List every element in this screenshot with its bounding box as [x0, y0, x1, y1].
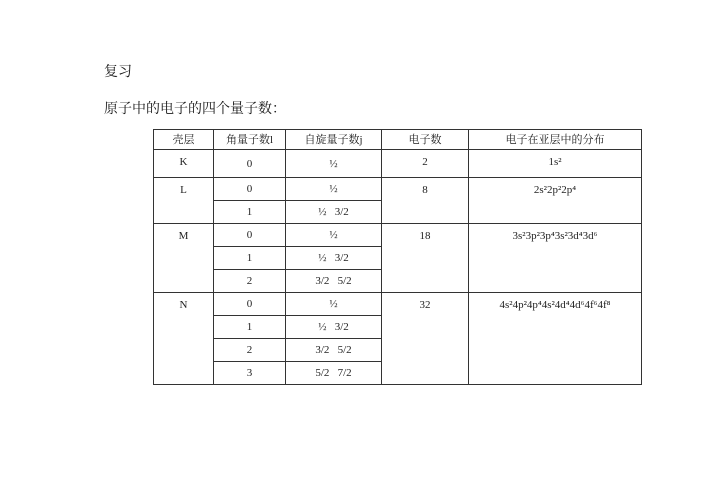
- quantum-number-table: [153, 129, 642, 385]
- j-cell: ½: [286, 224, 382, 247]
- header-spin-quantum-number: 自旋量子数j: [286, 130, 382, 150]
- j-cell: 5/2 7/2: [286, 362, 382, 385]
- l-cell: 2: [214, 270, 286, 293]
- l-cell: 0: [214, 224, 286, 247]
- j-cell: ½ 3/2: [286, 201, 382, 224]
- electron-count-cell: 8: [382, 178, 469, 224]
- l-cell: 3: [214, 362, 286, 385]
- j-cell: ½ 3/2: [286, 247, 382, 270]
- table-row: [154, 224, 642, 247]
- l-cell: 2: [214, 339, 286, 362]
- distribution-cell: 3s²3p²3p⁴3s²3d⁴3d⁶: [469, 224, 642, 293]
- shell-cell: M: [154, 224, 214, 293]
- j-cell: 3/2 5/2: [286, 339, 382, 362]
- table-row: [154, 178, 642, 201]
- j-cell: ½: [286, 150, 382, 178]
- shell-cell: N: [154, 293, 214, 385]
- j-cell: ½: [286, 178, 382, 201]
- section-heading: 复习: [104, 64, 132, 80]
- l-cell: 1: [214, 247, 286, 270]
- l-cell: 0: [214, 178, 286, 201]
- shell-cell: L: [154, 178, 214, 224]
- l-cell: 1: [214, 316, 286, 339]
- l-cell: 0: [214, 293, 286, 316]
- table-body: [154, 150, 642, 385]
- j-cell: 3/2 5/2: [286, 270, 382, 293]
- table-row: [154, 293, 642, 316]
- l-cell: 0: [214, 150, 286, 178]
- header-shell: 壳层: [154, 130, 214, 150]
- distribution-cell: 4s²4p²4p⁴4s²4d⁴4d⁶4f⁶4f⁸: [469, 293, 642, 385]
- header-electron-count: 电子数: [382, 130, 469, 150]
- table-header-row: [154, 130, 642, 150]
- header-subshell-distribution: 电子在亚层中的分布: [469, 130, 642, 150]
- electron-count-cell: 32: [382, 293, 469, 385]
- j-cell: ½ 3/2: [286, 316, 382, 339]
- electron-count-cell: 2: [382, 150, 469, 178]
- table-row: [154, 150, 642, 178]
- j-cell: ½: [286, 293, 382, 316]
- l-cell: 1: [214, 201, 286, 224]
- distribution-cell: 1s²: [469, 150, 642, 178]
- section-subheading: 原子中的电子的四个量子数：: [104, 101, 286, 117]
- shell-cell: K: [154, 150, 214, 178]
- distribution-cell: 2s²2p²2p⁴: [469, 178, 642, 224]
- electron-count-cell: 18: [382, 224, 469, 293]
- header-angular-quantum-number: 角量子数l: [214, 130, 286, 150]
